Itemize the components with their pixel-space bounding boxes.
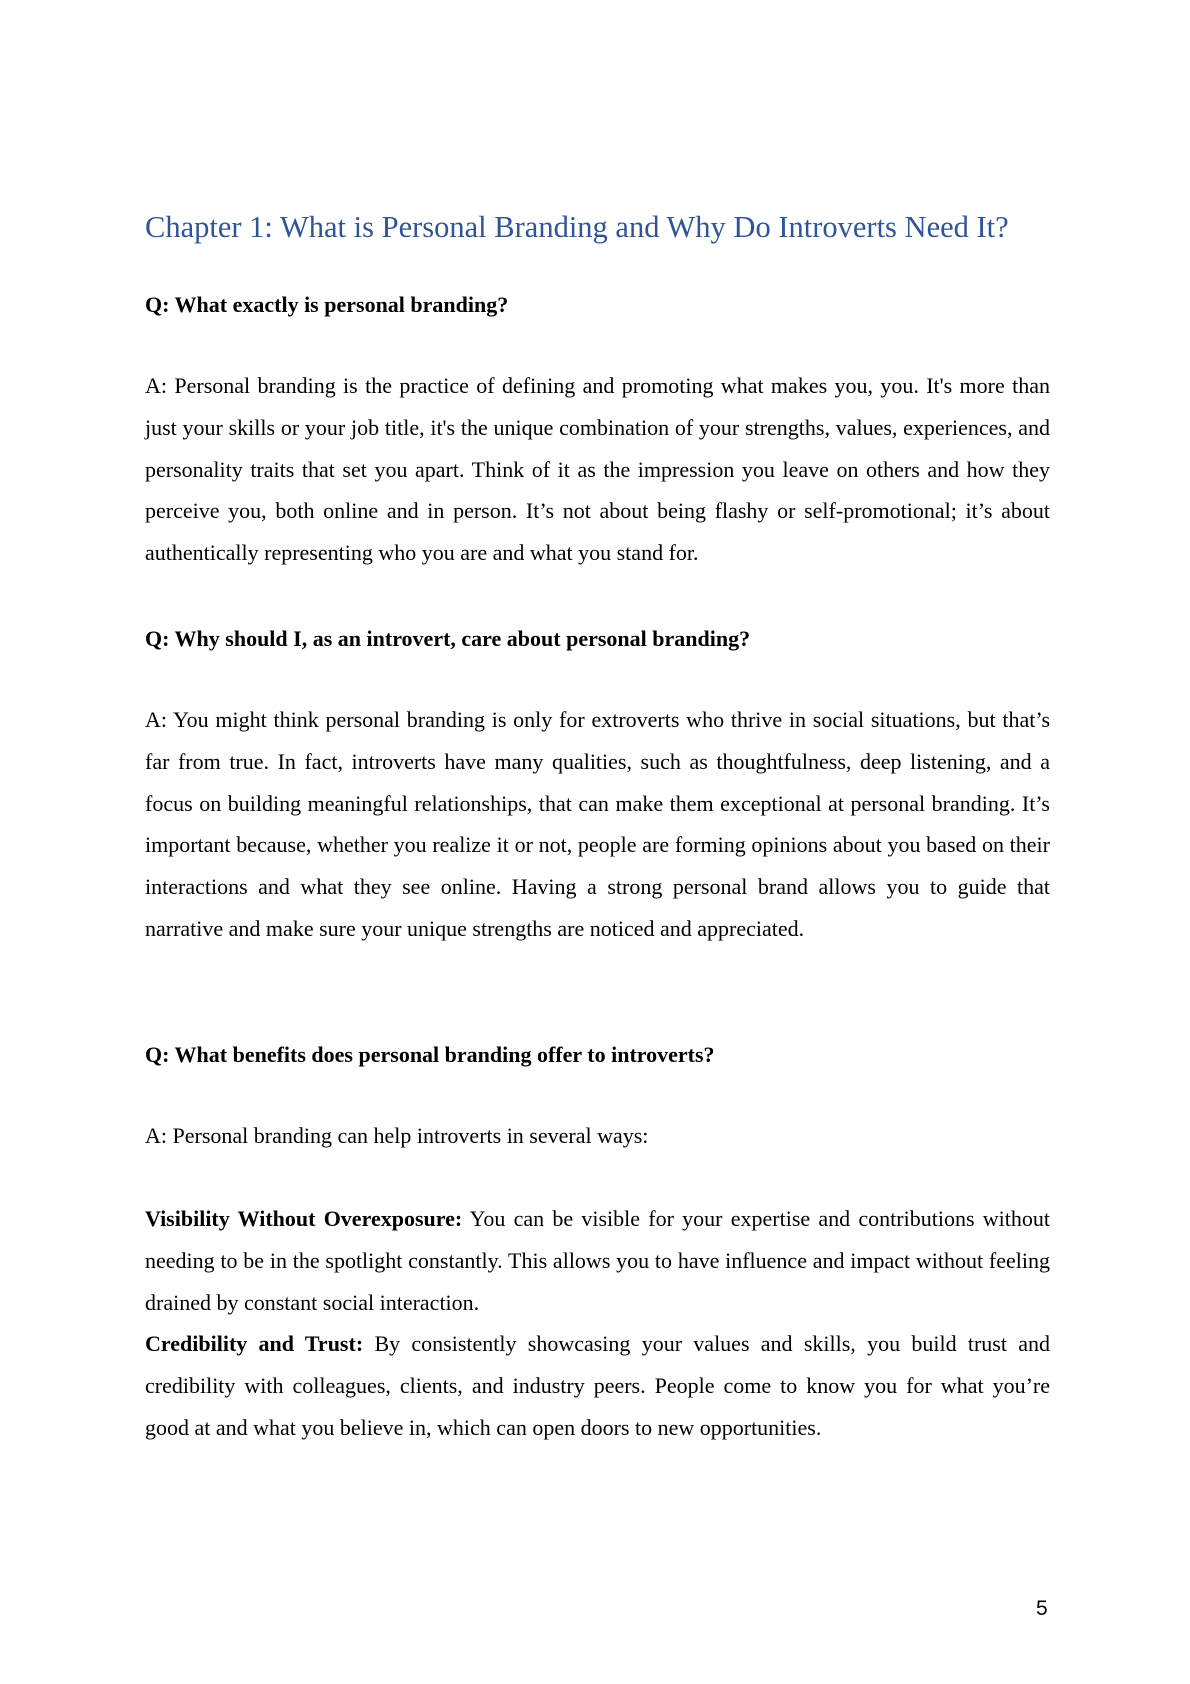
benefit-text: By consistently showcasing your values and skills, you build trust and credibility with colleagues, clients, and industry peers. People come to know you for what you’re good at and what you believe in, which can open doors to new opportunities. xyxy=(145,1331,1050,1440)
answer-paragraph: A: Personal branding is the practice of defining and promoting what makes you, you. It's more than just your skills or your job title, it's the unique combination of your strengths, values, experiences, and personality traits that set you apart. Think of it as the impression you leave on others and how they perceive you, both online and in person. It’s not about being flashy or self-promotional; it’s about authentically representing who you are and what you stand for. xyxy=(145,373,1050,566)
answer-paragraph: A: Personal branding can help introverts in several ways: xyxy=(145,1123,649,1148)
question-heading: Q: What benefits does personal branding offer to introverts? xyxy=(145,1042,715,1067)
benefit-term: Credibility and Trust: xyxy=(145,1331,364,1356)
answer-paragraph: A: You might think personal branding is only for extroverts who thrive in social situations, but that’s far from true. In fact, introverts have many qualities, such as thoughtfulness, deep listening, and a focus on building meaningful relationships, that can make them exceptional at personal branding. It’s important because, whether you realize it or not, people are forming opinions about you based on their interactions and what they see online. Having a strong personal brand allows you to guide that narrative and make sure your unique strengths are noticed and appreciated. xyxy=(145,707,1050,941)
page-number: 5 xyxy=(1036,1597,1048,1620)
chapter-title: Chapter 1: What is Personal Branding and Why Do Introverts Need It? xyxy=(145,210,1009,244)
benefit-paragraph xyxy=(145,1198,1050,1323)
question-heading: Q: What exactly is personal branding? xyxy=(145,292,509,317)
benefit-text: You can be visible for your expertise and contributions without needing to be in the spotlight constantly. This allows you to have influence and impact without feeling drained by constant social interaction. xyxy=(145,1206,1050,1315)
question-heading: Q: Why should I, as an introvert, care about personal branding? xyxy=(145,626,751,651)
benefit-paragraph xyxy=(145,1323,1050,1448)
benefit-term: Visibility Without Overexposure: xyxy=(145,1206,463,1231)
